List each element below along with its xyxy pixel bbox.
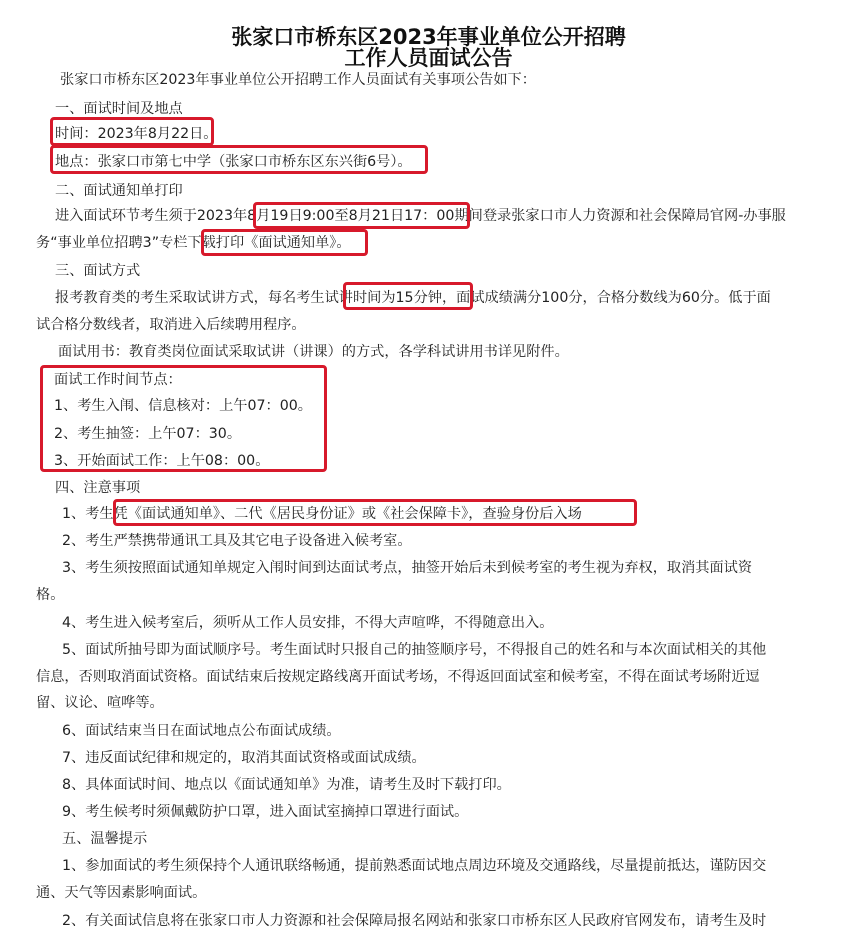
section-heading-time-place: 一、面试时间及地点 [55,101,183,117]
section-heading-method: 三、面试方式 [55,263,141,279]
text-run: 期间登录张家口市人力资源和社会保障局官网-办事服 [454,208,786,224]
text-run: 进入面试环节考生须于2023年 [55,208,248,224]
schedule-item: 3、开始面试工作：上午08：00。 [54,453,270,469]
note-item: 6、面试结束当日在面试地点公布面试成绩。 [62,723,341,739]
print-action: 下载打印《面试通知单》 [187,235,337,251]
section-heading-tips: 五、温馨提示 [62,831,148,847]
schedule-item: 2、考生抽签：上午07：30。 [54,426,242,442]
method-paragraph-line-1 [55,288,857,308]
section-heading-notes: 四、注意事项 [55,480,141,496]
intro-paragraph: 张家口市桥东区2023年事业单位公开招聘工作人员面试有关事项公告如下： [60,72,536,88]
lecture-duration: 试讲时间为15分钟 [324,290,442,306]
text-run: 务“事业单位招聘3”专栏 [36,235,188,251]
text-run: 报考教育类的考生采取试讲方式，每名考生 [55,290,325,306]
note-item-continued: 信息，否则取消面试资格。面试结束后按规定路线离开面试考场，不得返回面试室和候考室，不得在面试考场附近逗 [36,669,760,685]
text-run: 1、考生 [62,506,114,522]
note-item-continued: 格。 [36,587,65,603]
note-item: 7、违反面试纪律和规定的，取消其面试资格或面试成绩。 [62,750,426,766]
page-title: 张家口市桥东区2023年事业单位公开招聘 [231,25,626,49]
entry-documents: 凭《面试通知单》、二代《居民身份证》或《社会保障卡》，查验身份后入场 [113,506,582,522]
interview-books: 面试用书：教育类岗位面试采取试讲（讲课）的方式，各学科试讲用书详见附件。 [58,344,569,360]
schedule-item: 1、考生入闱、信息核对：上午07：00。 [54,398,312,414]
print-paragraph-line-1 [55,206,857,226]
page-subtitle: 工作人员面试公告 [344,46,513,70]
note-item: 2、考生严禁携带通讯工具及其它电子设备进入候考室。 [62,533,412,549]
interview-time: 时间：2023年8月22日。 [55,126,218,142]
note-item: 3、考生须按照面试通知单规定入闱时间到达面试考点，抽签开始后未到候考室的考生视为弃权，取消其面试资 [62,560,753,576]
method-paragraph-line-2: 试合格分数线者，取消进入后续聘用程序。 [36,317,306,333]
note-item: 4、考生进入候考室后，须听从工作人员安排，不得大声喧哗，不得随意出入。 [62,615,554,631]
note-item-continued: 留、议论、喧哗等。 [36,695,164,711]
print-period: 8月19日9:00至8月21日17：00 [247,208,455,224]
note-item: 9、考生候考时须佩戴防护口罩，进入面试室摘掉口罩进行面试。 [62,804,469,820]
section-heading-print: 二、面试通知单打印 [55,183,183,199]
note-item: 8、具体面试时间、地点以《面试通知单》为准，请考生及时下载打印。 [62,777,511,793]
interview-location: 地点：张家口市第七中学（张家口市桥东区东兴街6号）。 [55,154,412,170]
tip-item: 1、参加面试的考生须保持个人通讯联络畅通，提前熟悉面试地点周边环境及交通路线，尽量提前抵达，谨防因交 [62,858,767,874]
tip-item-continued: 通、天气等因素影响面试。 [36,885,207,901]
note-item: 5、面试所抽号即为面试顺序号。考生面试时只报自己的抽签顺序号，不得报自己的姓名和与本次面试相关的其他 [62,642,767,658]
tip-item: 2、有关面试信息将在张家口市人力资源和社会保障局报名网站和张家口市桥东区人民政府官网发布，请考生及时 [62,913,767,929]
text-run: ，面试成绩满分100分，合格分数线为60分。低于面 [441,290,771,306]
text-run: 。 [336,235,351,251]
print-paragraph-line-2 [36,233,857,253]
schedule-title: 面试工作时间节点： [54,372,182,388]
note-item [62,504,857,524]
